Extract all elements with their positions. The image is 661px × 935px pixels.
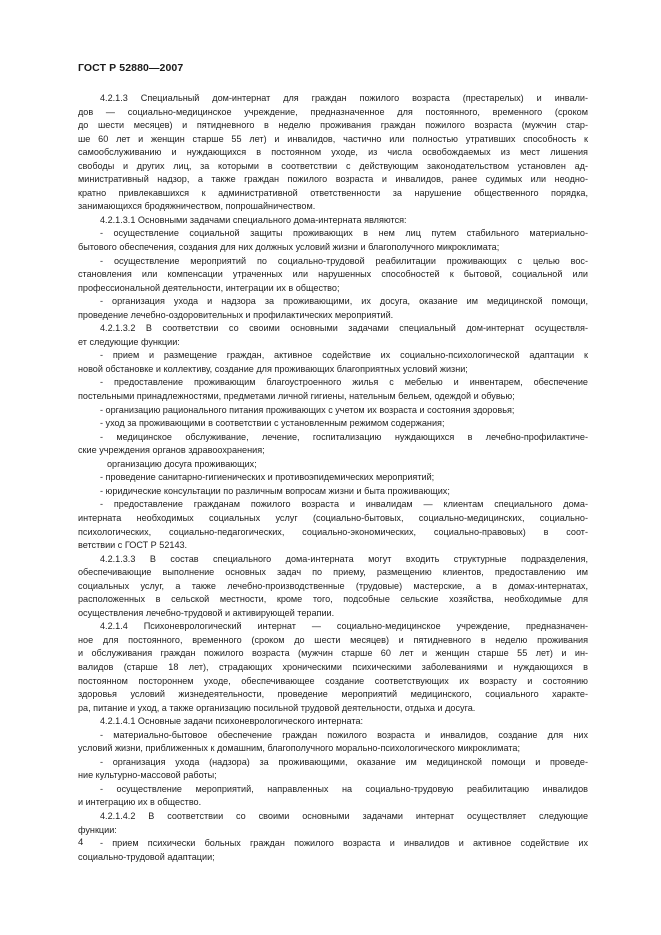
text-line: - уход за проживающими в соответствии с установленным режимом содержания;	[100, 418, 445, 429]
text-line: - проведение санитарно-гигиенических и противоэпидемических мероприятий;	[100, 472, 435, 483]
text-line: постоянном постороннем уходе, обеспечивающее создание соответствующих их возрасту и состоянию	[78, 675, 588, 686]
text-line: - предоставление гражданам пожилого возраста и инвалидам — клиентам специального дома-	[100, 499, 588, 510]
text-line: организацию досуга проживающих;	[107, 458, 257, 469]
text-line: - организация ухода и надзора за проживающими, их досуга, оказание им медицинской помощи,	[100, 296, 588, 307]
text-line: 4.2.1.3 Специальный дом-интернат для граждан пожилого возраста (престарелых) и инвали-	[100, 93, 588, 103]
text-line: психологических, социально-педагогических, социально-экономических, социально-правовых) в соот-	[78, 526, 588, 537]
text-line: проведение лечебно-оздоровительных и профилактических мероприятий.	[78, 309, 394, 320]
body-text	[78, 92, 588, 864]
text-line: - осуществление социальной защиты проживающих в нем лиц путем стабильного материально-	[100, 228, 588, 239]
text-line: 4.2.1.4.2 В соответствии со своими основными задачами интернат осуществляет следующие	[100, 810, 588, 821]
text-line: кратно привлекавшихся к административной ответственности за нарушение общественного порядка,	[78, 187, 588, 198]
text-line: - прием психически больных граждан пожилого возраста и инвалидов и активное содействие их	[100, 838, 588, 849]
text-line: обеспечивающие выполнение основных задач по приему, размещению клиентов, предоставлению им	[78, 567, 588, 578]
text-line: свободы и других лиц, за которыми в соответствии с действующим законодательством установлен ад-	[78, 160, 588, 171]
text-line: ное для постоянного, временного (сроком до шести месяцев) и пятидневного в неделю проживания	[78, 634, 588, 645]
text-line: 4.2.1.3.2 В соответствии со своими основными задачами специальный дом-интернат осуществля-	[100, 323, 588, 334]
text-line: дов — социально-медицинское учреждение, предназначенное для постоянного, временного (сроком	[78, 106, 588, 117]
text-line: 4.2.1.4 Психоневрологический интернат — социально-медицинское учреждение, предназначен-	[100, 621, 588, 632]
text-line: 4.2.1.4.1 Основные задачи психоневрологического интерната:	[100, 716, 364, 727]
text-line: становления или компенсации утраченных или нарушенных способностей к бытовой, социальной или	[78, 269, 588, 280]
text-line: условий жизни, приближенных к домашним, благополучного морально-психологического микроклимата;	[78, 743, 520, 754]
text-line: социально-трудовой адаптации;	[78, 851, 215, 862]
text-line: интерната необходимых социальных услуг (социально-бытовых, социально-медицинских, социально-	[78, 512, 588, 523]
text-line: - юридические консультации по различным вопросам жизни и быта проживающих;	[100, 485, 450, 496]
text-line: - осуществление мероприятий, направленных на социально-трудовую реабилитацию инвалидов	[100, 783, 588, 794]
text-line: - медицинское обслуживание, лечение, госпитализацию нуждающихся в лечебно-профилактиче-	[100, 431, 588, 442]
text-line: - организация ухода (надзора) за проживающими, оказание им медицинской помощи и проведе-	[100, 756, 588, 767]
text-line: здоровья условий жизнедеятельности, проведение мероприятий медицинского, социального характе-	[78, 689, 588, 700]
text-line: и обслуживания граждан пожилого возраста (мужчин старше 60 лет и женщин старше 55 лет) и ин-	[78, 648, 588, 659]
text-line: до шести месяцев) и пятидневного в неделю проживания граждан пожилого возраста (мужчин стар-	[78, 120, 588, 131]
text-line: 4.2.1.3.3 В состав специального дома-интерната могут входить структурные подразделения,	[100, 553, 588, 564]
text-line: ские учреждения органов здравоохранения;	[78, 445, 265, 456]
standard-header: ГОСТ Р 52880—2007	[78, 62, 184, 74]
text-line: самообслуживанию и нуждающихся в постоянном уходе, из числа освобождаемых из мест лишения	[78, 147, 588, 158]
text-line: - осуществление мероприятий по социально-трудовой реабилитации проживающих с целью вос-	[100, 255, 588, 266]
text-line: социальных услуг, а также лечебно-производственные (трудовые) мастерские, а в домах-интернатах,	[78, 580, 588, 591]
text-line: новой обстановке и коллективу, создание для проживающих благоприятных условий жизни;	[78, 363, 468, 374]
text-line: - материально-бытовое обеспечение граждан пожилого возраста и инвалидов, создание для них	[100, 729, 588, 740]
text-line: валидов (старше 18 лет), страдающих хроническими психическими заболеваниями и нуждающихся в	[78, 661, 588, 672]
page-number: 4	[78, 837, 84, 848]
text-line: осуществления лечебно-трудовой и активирующей терапии.	[78, 607, 335, 618]
text-line: занимающихся бродяжничеством, попрошайничеством.	[78, 201, 316, 212]
text-line: бытового обеспечения, создания для них должных условий жизни и благополучного микроклимата;	[78, 242, 500, 253]
text-line: постельными принадлежностями, предметами личной гигиены, нательным бельем, одеждой и обувью;	[78, 391, 515, 402]
text-line: - предоставление проживающим благоустроенного жилья с мебелью и инвентарем, обеспечение	[100, 377, 588, 388]
text-line: ветствии с ГОСТ Р 52143.	[78, 540, 188, 551]
text-line: и интеграцию их в общество.	[78, 797, 202, 808]
text-line: - организацию рационального питания проживающих с учетом их возраста и состояния здоровья;	[100, 404, 515, 415]
text-line: - прием и размещение граждан, активное содействие их социально-психологической адаптации к	[100, 350, 588, 361]
text-line: министративный надзор, а также граждан пожилого возраста и инвалидов, ранее судимых или неодно-	[78, 174, 588, 185]
text-line: функции:	[78, 824, 117, 835]
text-line: профессиональной деятельности, интеграции их в общество;	[78, 282, 340, 293]
text-line: ше 60 лет и женщин старше 55 лет) и инвалидов, частично или полностью утративших способность к	[78, 133, 588, 144]
text-line: ет следующие функции:	[78, 336, 180, 347]
text-line: 4.2.1.3.1 Основными задачами специального дома-интерната являются:	[100, 214, 407, 225]
text-line: ние культурно-массовой работы;	[78, 770, 217, 781]
text-line: расположенных в сельской местности, кроме того, подсобные сельские хозяйства, необходимые для	[78, 594, 588, 605]
text-line: ра, питание и уход, а также организацию посильной трудовой деятельности, отдыха и досуга.	[78, 702, 476, 713]
